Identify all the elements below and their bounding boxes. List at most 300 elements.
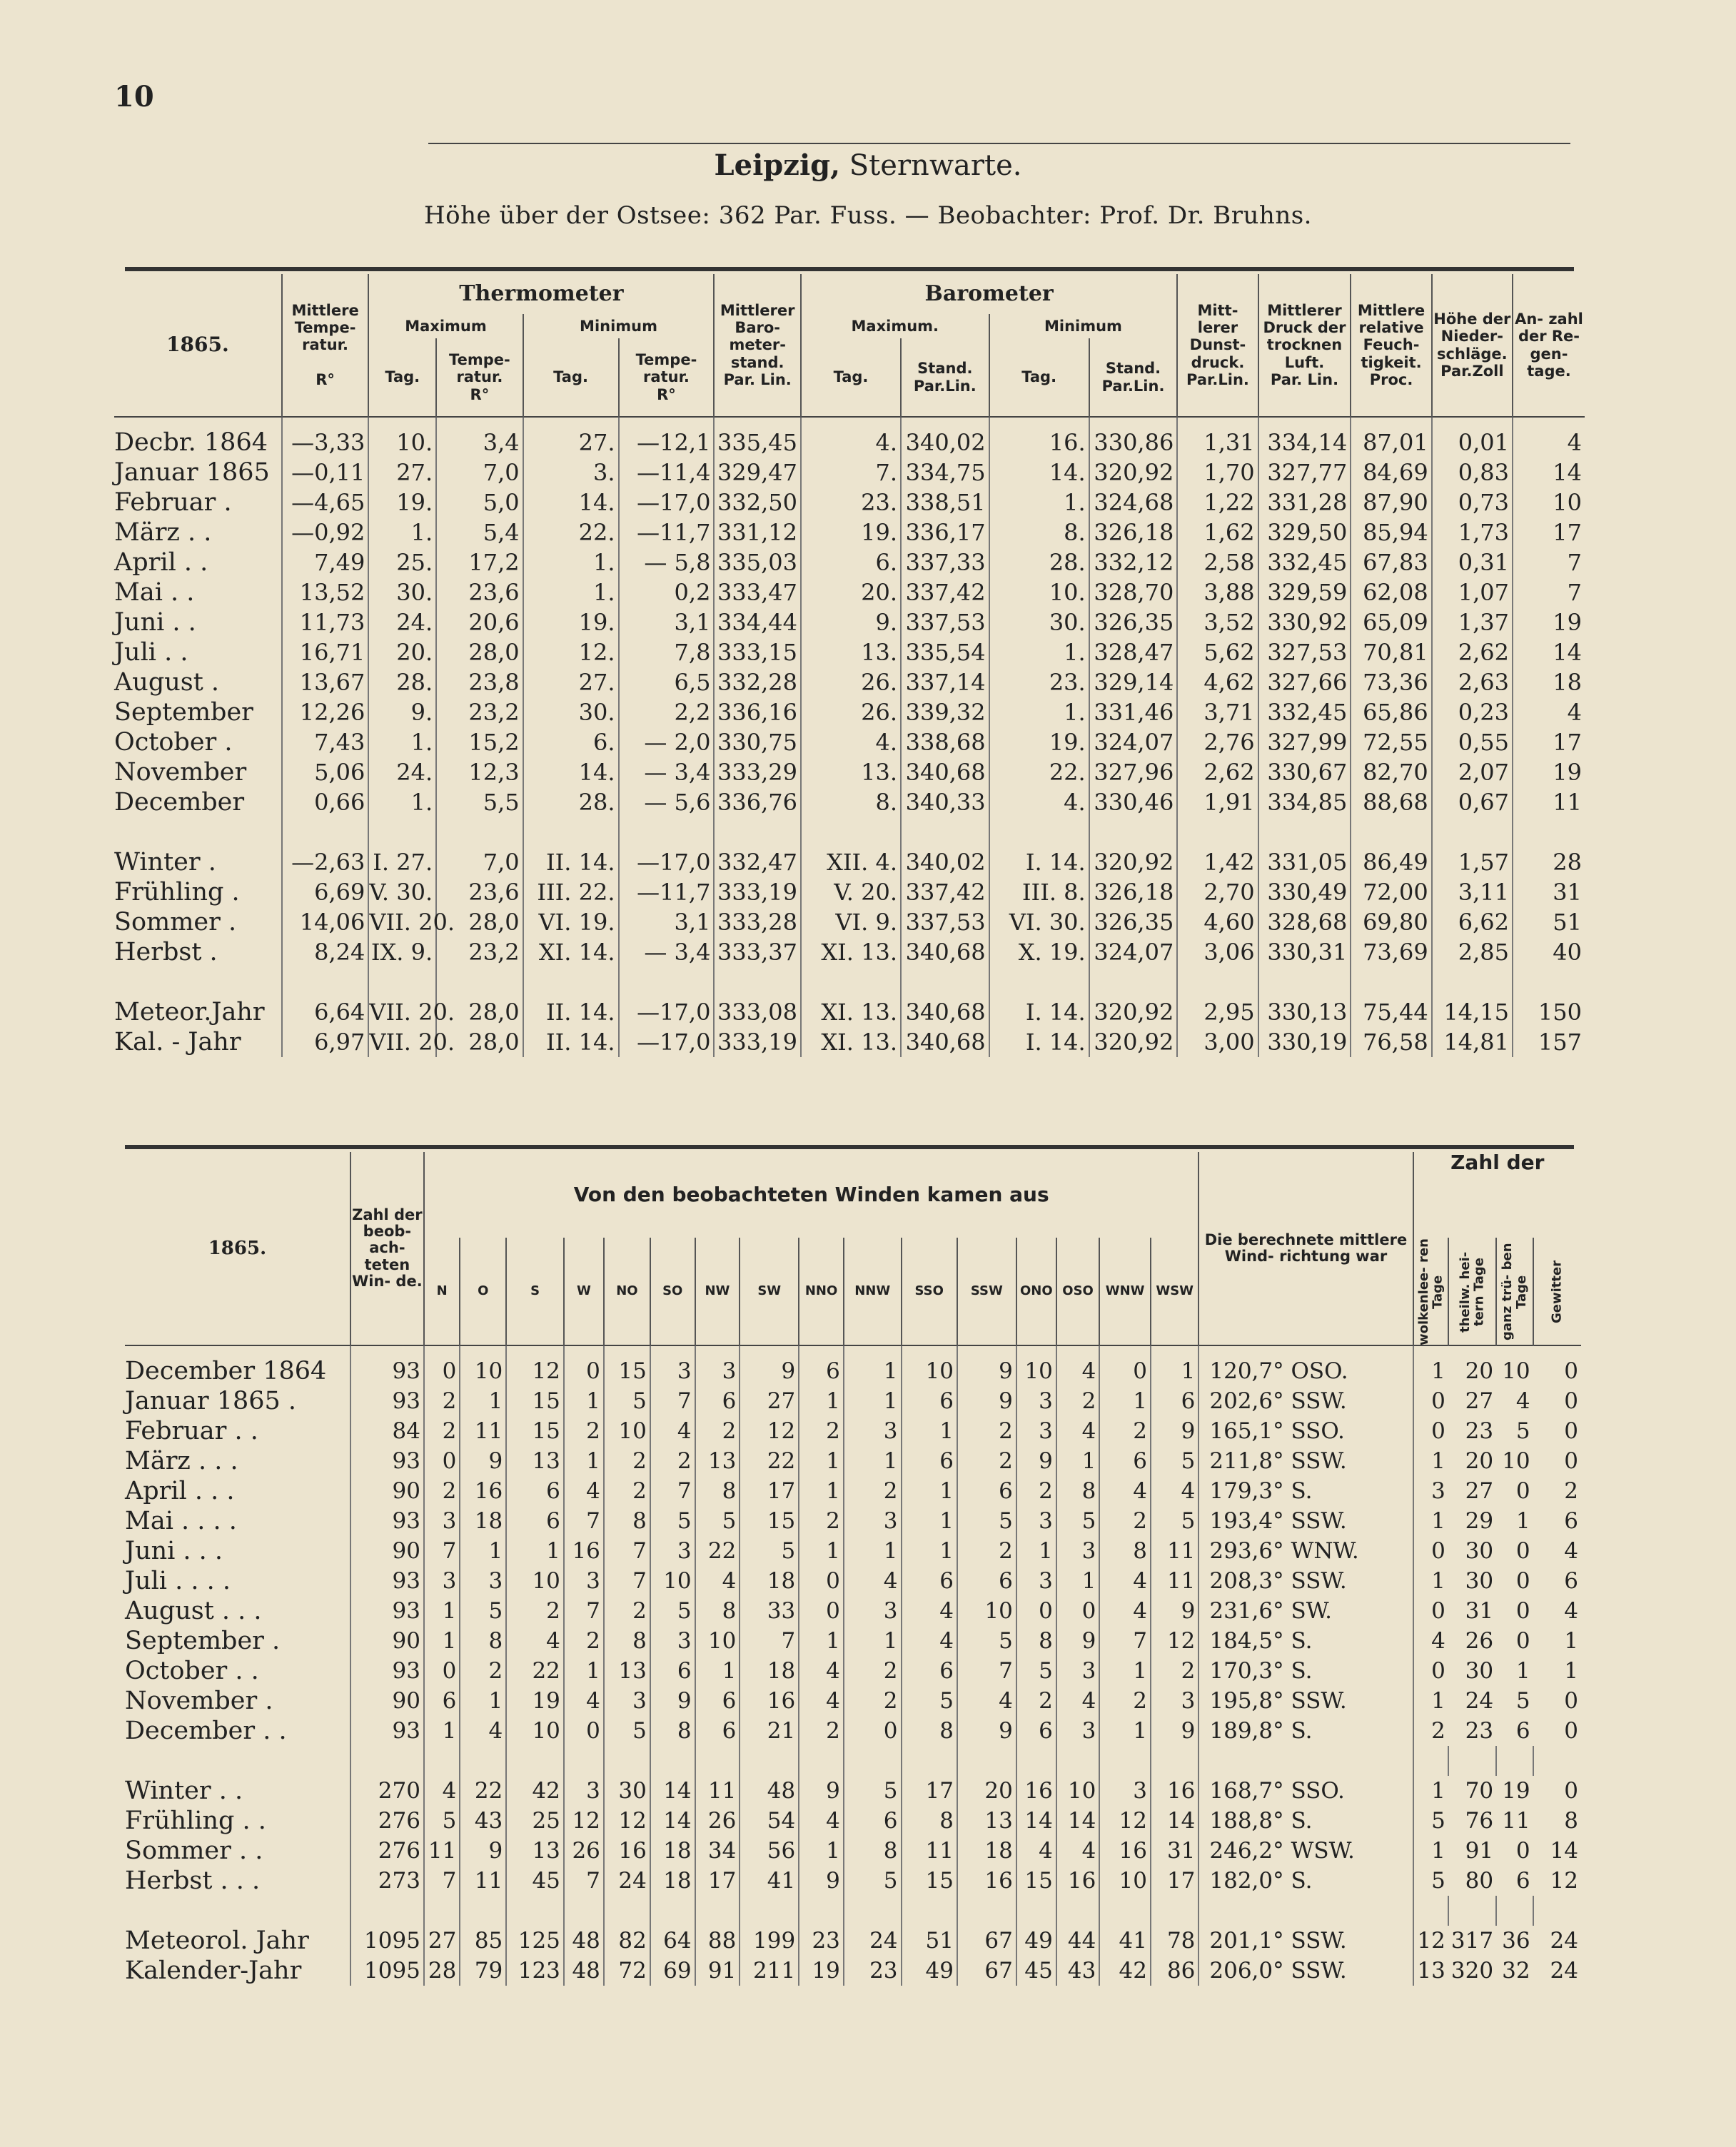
table-cell: 330,86 <box>1089 417 1178 458</box>
table-cell: 332,12 <box>1089 547 1178 577</box>
table-cell: 23 <box>844 1956 902 1986</box>
table-cell: 27. <box>368 458 436 488</box>
table-cell: 9 <box>460 1836 506 1866</box>
table-cell: 42 <box>506 1776 564 1806</box>
table-cell: 22 <box>695 1536 740 1566</box>
row-label: Winter . . <box>125 1777 243 1805</box>
table-cell: 11 <box>1502 1808 1530 1834</box>
table-cell: 276 <box>350 1806 424 1836</box>
table-cell: III. 8. <box>989 877 1089 907</box>
table-cell: 30 <box>1465 1568 1494 1594</box>
group-spacer <box>125 1746 1581 1776</box>
table-cell: 24 <box>844 1926 902 1956</box>
table-cell: 2 <box>564 1416 604 1446</box>
row-label: Sommer . <box>114 908 237 936</box>
table-cell: 3 <box>695 1345 740 1386</box>
table-cell: 1 <box>799 1836 844 1866</box>
table-cell: 326,35 <box>1089 607 1178 637</box>
table-cell: 0,73 <box>1432 488 1513 517</box>
table-cell: 27 <box>1465 1478 1494 1504</box>
mean-direction-cell: 184,5° S. <box>1198 1626 1413 1656</box>
table-cell: 2 <box>604 1446 650 1476</box>
table-cell: 22. <box>989 757 1089 787</box>
table-row <box>125 1926 1581 1956</box>
table-cell: 6 <box>957 1476 1016 1506</box>
rain-days-header: An- zahl der Re- gen- tage. <box>1513 274 1585 417</box>
table-cell: 14. <box>989 458 1089 488</box>
table-cell: 0 <box>1413 1596 1448 1626</box>
table-cell: 338,68 <box>901 727 989 757</box>
table-cell: 1 <box>1413 1776 1448 1806</box>
table-cell: —0,92 <box>282 517 369 547</box>
table-cell: 1 <box>1099 1656 1151 1686</box>
table-cell: 320,92 <box>1089 1027 1178 1057</box>
table-cell: —11,7 <box>619 517 715 547</box>
table-cell: 2,76 <box>1177 727 1258 757</box>
table-cell: 0 <box>564 1716 604 1746</box>
table-cell: 8. <box>989 517 1089 547</box>
table-cell: 4 <box>564 1476 604 1506</box>
table-cell: 36 <box>1502 1928 1530 1954</box>
table-cell: 2,62 <box>1177 757 1258 787</box>
table-cell: 88,68 <box>1351 787 1431 817</box>
table-cell: 7 <box>1513 577 1585 607</box>
table-cell: 6 <box>506 1476 564 1506</box>
table-cell: I. 14. <box>989 997 1089 1027</box>
table-cell: 3 <box>564 1776 604 1806</box>
table-cell: 320,92 <box>1089 458 1178 488</box>
table-cell: 4 <box>1513 697 1585 727</box>
table-cell: 336,16 <box>714 697 801 727</box>
table-cell: 11 <box>1151 1536 1198 1566</box>
table-cell: 14 <box>650 1776 695 1806</box>
table-cell: 33 <box>740 1596 799 1626</box>
table-cell: 1095 <box>350 1926 424 1956</box>
table-cell: 5 <box>740 1536 799 1566</box>
table-cell: 2 <box>844 1476 902 1506</box>
table-cell: 340,68 <box>901 757 989 787</box>
table-cell: 11 <box>1151 1566 1198 1596</box>
overcast-days-header: ganz trü- ben Tage <box>1496 1238 1533 1345</box>
table-cell: 13 <box>1413 1956 1448 1986</box>
table-cell: 12 <box>564 1806 604 1836</box>
table-cell: 332,28 <box>714 667 801 697</box>
table-cell: 328,47 <box>1089 637 1178 667</box>
table-cell: 340,02 <box>901 847 989 877</box>
table-cell: 27. <box>523 667 619 697</box>
table-cell: 8 <box>844 1836 902 1866</box>
table-cell: 82,70 <box>1351 757 1431 787</box>
table-cell: 0 <box>1056 1596 1099 1626</box>
table-cell: 8. <box>801 787 901 817</box>
table-cell: 26 <box>1465 1628 1494 1654</box>
table-cell: 330,67 <box>1258 757 1351 787</box>
table-cell: 48 <box>564 1956 604 1986</box>
table-cell: 15 <box>740 1506 799 1536</box>
table-cell: 2 <box>424 1416 460 1446</box>
table-cell: 2 <box>1016 1476 1056 1506</box>
table-cell: 1. <box>989 488 1089 517</box>
row-label: März . . . <box>125 1447 238 1475</box>
table-cell: 11,73 <box>282 607 369 637</box>
table-cell: 5,0 <box>436 488 523 517</box>
row-label: November <box>114 758 247 787</box>
table-cell: 73,69 <box>1351 937 1431 967</box>
table-cell: 5 <box>424 1806 460 1836</box>
table-cell: 18 <box>740 1656 799 1686</box>
table-cell: 70 <box>1465 1778 1494 1804</box>
table-cell: 1 <box>844 1446 902 1476</box>
table-cell: 3 <box>844 1596 902 1626</box>
table-cell: 0 <box>1099 1345 1151 1386</box>
table-cell: 3,88 <box>1177 577 1258 607</box>
table-cell: 8 <box>650 1716 695 1746</box>
table-row <box>125 1656 1581 1686</box>
table-cell: 22 <box>460 1776 506 1806</box>
table-cell: 7 <box>1513 547 1585 577</box>
table-cell: 338,51 <box>901 488 989 517</box>
table-cell: 1 <box>799 1386 844 1416</box>
table-cell: 72,55 <box>1351 727 1431 757</box>
table-cell: 88 <box>695 1926 740 1956</box>
table-cell: 1 <box>1413 1345 1448 1386</box>
row-label: November . <box>125 1687 273 1715</box>
table-cell: 6 <box>695 1716 740 1746</box>
table-cell: 4 <box>1016 1836 1056 1866</box>
table-cell: 3 <box>564 1566 604 1596</box>
table-cell: 4 <box>957 1686 1016 1716</box>
mean-direction-cell: 189,8° S. <box>1198 1716 1413 1746</box>
table-cell: 8 <box>902 1806 957 1836</box>
table-cell: 2 <box>1016 1686 1056 1716</box>
table-cell: 41 <box>1099 1926 1151 1956</box>
table-cell: 1,62 <box>1177 517 1258 547</box>
table-cell: 3,1 <box>619 907 715 937</box>
table-cell: 9 <box>957 1716 1016 1746</box>
table-cell: —17,0 <box>619 1027 715 1057</box>
table-cell: 1 <box>424 1626 460 1656</box>
row-label: Meteorol. Jahr <box>125 1926 309 1955</box>
table-cell: 9 <box>1056 1626 1099 1656</box>
table-cell: —3,33 <box>282 417 369 458</box>
table-cell: 24 <box>1550 1928 1578 1954</box>
table-cell: 1. <box>368 787 436 817</box>
mean-direction-cell: 179,3° S. <box>1198 1476 1413 1506</box>
table-cell: 6,62 <box>1432 907 1513 937</box>
table-cell: 1 <box>799 1626 844 1656</box>
table-cell: 1 <box>460 1686 506 1716</box>
table-cell: I. 14. <box>989 847 1089 877</box>
table-cell: 7,0 <box>436 847 523 877</box>
table-cell: 67 <box>957 1926 1016 1956</box>
table-cell: 14,15 <box>1432 997 1513 1027</box>
thermo-min-temp-header: Tempe- ratur. R° <box>619 338 715 417</box>
table-cell: 0 <box>424 1345 460 1386</box>
mean-direction-cell: 201,1° SSW. <box>1198 1926 1413 1956</box>
table-cell: 1,73 <box>1432 517 1513 547</box>
table-cell: 334,14 <box>1258 417 1351 458</box>
table-cell: 12 <box>604 1806 650 1836</box>
table-cell: 86,49 <box>1351 847 1431 877</box>
table-cell: 6 <box>506 1506 564 1536</box>
wind-table <box>125 1152 1581 1986</box>
table-cell: 10 <box>650 1566 695 1596</box>
table-cell: 27 <box>740 1386 799 1416</box>
row-label: August . . . <box>125 1597 262 1625</box>
table-cell: 17 <box>1513 727 1585 757</box>
table-cell: 7 <box>424 1866 460 1896</box>
table-cell: 0 <box>1413 1536 1448 1566</box>
wind-year-header: 1865. <box>208 1237 267 1259</box>
table-cell: 28 <box>1513 847 1585 877</box>
table-cell: 333,47 <box>714 577 801 607</box>
table-row <box>125 1536 1581 1566</box>
table-cell: 2,62 <box>1432 637 1513 667</box>
table-cell: 1 <box>799 1446 844 1476</box>
table-cell: 87,90 <box>1351 488 1431 517</box>
thermo-min-header: Minimum <box>523 314 715 338</box>
table-row <box>125 1716 1581 1746</box>
table-cell: 17 <box>902 1776 957 1806</box>
wind-dir-header: WNW <box>1099 1238 1151 1345</box>
table-cell: 20. <box>801 577 901 607</box>
table-cell: 324,68 <box>1089 488 1178 517</box>
table-cell: 0 <box>564 1345 604 1386</box>
table-cell: 5 <box>650 1506 695 1536</box>
wind-dir-header: O <box>460 1238 506 1345</box>
wind-dir-header: N <box>424 1238 460 1345</box>
table-cell: 27 <box>1465 1388 1494 1414</box>
row-label: August . <box>114 668 220 697</box>
table-cell: 7 <box>604 1566 650 1596</box>
table-cell: 28. <box>368 667 436 697</box>
table-row <box>125 1506 1581 1536</box>
table-cell: 10 <box>1502 1358 1530 1384</box>
table-cell: 2 <box>957 1446 1016 1476</box>
table-cell: 11 <box>695 1776 740 1806</box>
table-cell: 3 <box>844 1416 902 1446</box>
table-cell: 20 <box>1465 1448 1494 1474</box>
table-cell: 9 <box>1151 1596 1198 1626</box>
table-cell: VII. 20. <box>369 1029 455 1056</box>
table-cell: 84,69 <box>1351 458 1431 488</box>
days-count-header: Zahl der <box>1413 1152 1581 1238</box>
table-cell: 329,50 <box>1258 517 1351 547</box>
table-cell: 5 <box>604 1386 650 1416</box>
table-cell: 336,76 <box>714 787 801 817</box>
table-cell: 5 <box>695 1506 740 1536</box>
table-cell: X. 19. <box>989 937 1089 967</box>
table-cell: 54 <box>740 1806 799 1836</box>
table-cell: 1 <box>1056 1566 1099 1596</box>
table-row <box>114 577 1585 607</box>
table-cell: 17 <box>695 1866 740 1896</box>
table-cell: 19 <box>506 1686 564 1716</box>
table-cell: 5 <box>604 1716 650 1746</box>
row-label: Herbst . <box>114 938 218 966</box>
mean-direction-cell: 168,7° SSO. <box>1198 1776 1413 1806</box>
table-cell: 10 <box>1502 1448 1530 1474</box>
table-cell: 27 <box>424 1926 460 1956</box>
table-cell: 327,53 <box>1258 637 1351 667</box>
table-cell: 4 <box>1099 1476 1151 1506</box>
table-cell: 30. <box>523 697 619 727</box>
humidity-header: Mittlere relative Feuch- tigkeit. Proc. <box>1351 274 1431 417</box>
table-cell: 18 <box>957 1836 1016 1866</box>
table-cell: 5 <box>1515 1688 1530 1714</box>
table-cell: 10 <box>1056 1776 1099 1806</box>
table-cell: 72 <box>604 1956 650 1986</box>
table-cell: 2 <box>564 1626 604 1656</box>
table-cell: 1 <box>506 1536 564 1566</box>
table-cell: 1 <box>424 1716 460 1746</box>
table-cell: 2 <box>799 1716 844 1746</box>
table-cell: 79 <box>460 1956 506 1986</box>
table-cell: 93 <box>350 1566 424 1596</box>
table-cell: 85,94 <box>1351 517 1431 547</box>
table-cell: 12,3 <box>436 757 523 787</box>
table-cell: 6 <box>902 1656 957 1686</box>
table-cell: 330,19 <box>1258 1027 1351 1057</box>
table-cell: 8 <box>902 1716 957 1746</box>
table-cell: 0 <box>1515 1538 1530 1564</box>
table-cell: 93 <box>350 1506 424 1536</box>
table-cell: 9 <box>1151 1716 1198 1746</box>
table-cell: 0 <box>1515 1628 1530 1654</box>
table-cell: 93 <box>350 1345 424 1386</box>
table-cell: 1 <box>424 1596 460 1626</box>
table-cell: 1 <box>844 1386 902 1416</box>
table-cell: 24. <box>368 757 436 787</box>
table-cell: 28,0 <box>436 637 523 667</box>
table-cell: 90 <box>350 1476 424 1506</box>
table-cell: 76,58 <box>1351 1027 1431 1057</box>
table-cell: 333,15 <box>714 637 801 667</box>
table-cell: 2 <box>799 1506 844 1536</box>
table-cell: 1 <box>1056 1446 1099 1476</box>
table-cell: 1,22 <box>1177 488 1258 517</box>
table-cell: 7 <box>424 1536 460 1566</box>
table-cell: 10. <box>368 417 436 458</box>
table-cell: 5 <box>1151 1446 1198 1476</box>
table-cell: 31 <box>1151 1836 1198 1866</box>
table-cell: 5 <box>1016 1656 1056 1686</box>
row-label: Juni . . . <box>125 1537 223 1565</box>
table-cell: 1 <box>1413 1506 1448 1536</box>
clear-days-header: wolkenlee- ren Tage <box>1413 1238 1448 1345</box>
table-cell: 2,2 <box>619 697 715 727</box>
table-cell: 2 <box>844 1686 902 1716</box>
table-cell: 273 <box>350 1866 424 1896</box>
mean-direction-cell: 208,3° SSW. <box>1198 1566 1413 1596</box>
table-cell: 21 <box>740 1716 799 1746</box>
table-cell: 19. <box>368 488 436 517</box>
table-cell: 24 <box>604 1866 650 1896</box>
table-cell: 3,4 <box>436 417 523 458</box>
thermo-min-day-header: Tag. <box>523 338 619 417</box>
table-cell: 0,23 <box>1432 697 1513 727</box>
table-cell: 324,07 <box>1089 727 1178 757</box>
table-cell: 1,07 <box>1432 577 1513 607</box>
table-cell: 9 <box>957 1386 1016 1416</box>
station-city: Leipzig, <box>714 148 841 182</box>
table-cell: 10 <box>1016 1345 1056 1386</box>
row-label: October . . <box>125 1657 259 1685</box>
table-cell: 4 <box>1099 1596 1151 1626</box>
thunderstorm-header: Gewitter <box>1533 1238 1581 1345</box>
table-cell: 69,80 <box>1351 907 1431 937</box>
table-cell: 317 <box>1450 1928 1494 1954</box>
table-cell: 3 <box>424 1506 460 1536</box>
table-cell: 7 <box>564 1596 604 1626</box>
group-spacer <box>114 817 1585 847</box>
table-cell: XI. 13. <box>801 997 901 1027</box>
table-cell: 14 <box>1016 1806 1056 1836</box>
table-cell: 12 <box>1550 1868 1578 1894</box>
table-cell: 199 <box>740 1926 799 1956</box>
station-place: Sternwarte. <box>849 149 1022 182</box>
table-cell: 49 <box>1016 1926 1056 1956</box>
table-cell: 6 <box>1099 1446 1151 1476</box>
table-cell: 1 <box>1515 1508 1530 1534</box>
table-cell: 18 <box>650 1836 695 1866</box>
table-cell: 0 <box>424 1446 460 1476</box>
table-cell: 51 <box>902 1926 957 1956</box>
table-cell: 334,75 <box>901 458 989 488</box>
table-cell: 1,57 <box>1432 847 1513 877</box>
table-cell: 5 <box>1056 1506 1099 1536</box>
table-cell: 7 <box>740 1626 799 1656</box>
mean-direction-cell: 293,6° WNW. <box>1198 1536 1413 1566</box>
table-cell: 30. <box>368 577 436 607</box>
table-cell: 19 <box>1513 757 1585 787</box>
table-cell: 7 <box>1099 1626 1151 1656</box>
table-cell: 340,02 <box>901 417 989 458</box>
thermo-max-day-header: Tag. <box>368 338 436 417</box>
table-cell: 8 <box>1016 1626 1056 1656</box>
table-cell: 125 <box>506 1926 564 1956</box>
table-cell: 8 <box>695 1596 740 1626</box>
row-label: Herbst . . . <box>125 1866 261 1895</box>
table-cell: 6 <box>902 1566 957 1596</box>
table-cell: 2,07 <box>1432 757 1513 787</box>
table-cell: 7,43 <box>282 727 369 757</box>
table-cell: 9 <box>1151 1416 1198 1446</box>
table-cell: 8 <box>1099 1536 1151 1566</box>
table-cell: 2,63 <box>1432 667 1513 697</box>
table-cell: 23,2 <box>436 937 523 967</box>
table-cell: 1. <box>523 547 619 577</box>
row-label: Januar 1865 <box>114 458 270 487</box>
table-cell: —17,0 <box>619 997 715 1027</box>
table-row <box>114 607 1585 637</box>
table-row <box>114 417 1585 458</box>
table-cell: 70,81 <box>1351 637 1431 667</box>
table-cell: 6,69 <box>282 877 369 907</box>
table-cell: — 3,4 <box>619 937 715 967</box>
table-cell: —0,11 <box>282 458 369 488</box>
table-cell: 13. <box>801 757 901 787</box>
table-cell: 19 <box>1502 1778 1530 1804</box>
table-cell: 9 <box>650 1686 695 1716</box>
table-cell: 332,47 <box>714 847 801 877</box>
table-cell: 5,06 <box>282 757 369 787</box>
table-cell: 18 <box>1513 667 1585 697</box>
table-cell: 10 <box>902 1345 957 1386</box>
table-cell: 13,52 <box>282 577 369 607</box>
table-cell: 13 <box>506 1836 564 1866</box>
mean-direction-cell: 170,3° S. <box>1198 1656 1413 1686</box>
